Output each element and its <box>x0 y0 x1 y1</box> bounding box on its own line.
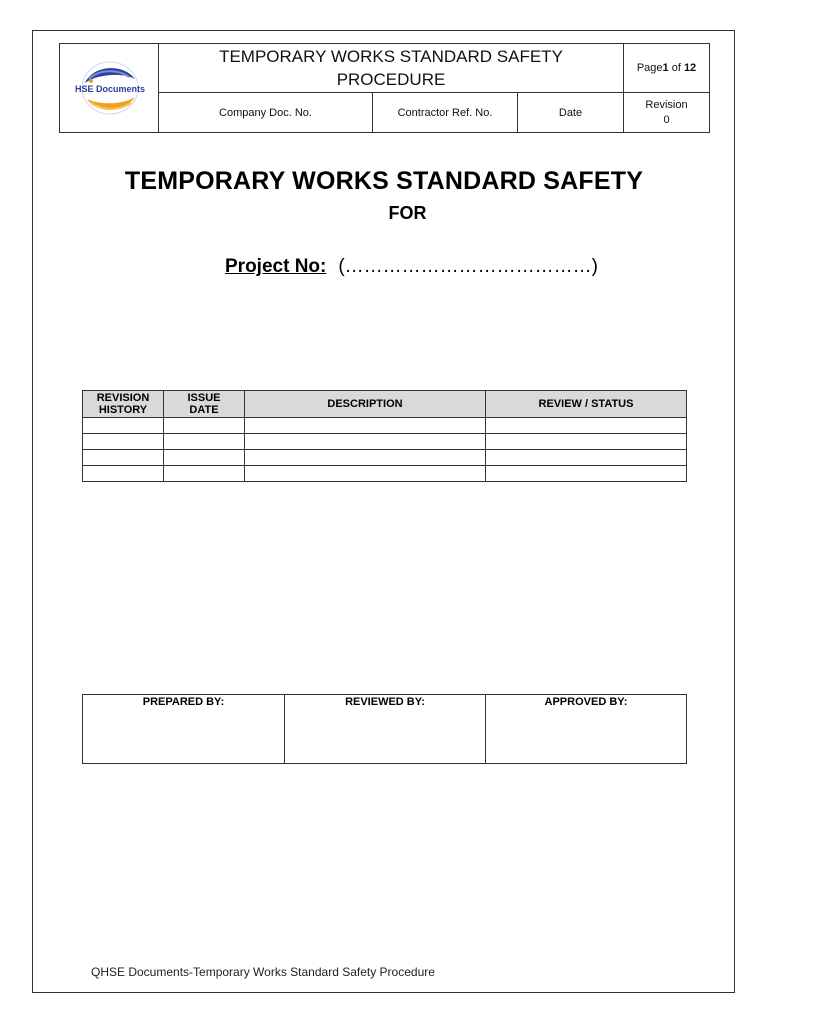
page-prefix: Page <box>636 62 663 74</box>
table-cell <box>486 450 687 466</box>
logo-text: HSE Documents <box>74 84 145 94</box>
table-cell <box>245 434 486 450</box>
table-cell <box>83 418 164 434</box>
revision-value: 0 <box>663 113 670 126</box>
table-cell <box>486 466 687 482</box>
table-cell <box>245 466 486 482</box>
table-cell <box>245 418 486 434</box>
table-cell <box>83 450 164 466</box>
contractor-ref-label: Contractor Ref. No. <box>397 106 493 119</box>
table-row <box>83 434 687 450</box>
header-title-line1: TEMPORARY WORKS STANDARD SAFETY <box>219 47 563 66</box>
table-cell <box>164 434 245 450</box>
table-row <box>83 466 687 482</box>
table-cell <box>245 450 486 466</box>
table-cell <box>164 466 245 482</box>
reviewed-by-cell: REVIEWED BY: <box>285 695 486 764</box>
table-cell <box>486 418 687 434</box>
revision-table-header <box>83 391 687 418</box>
table-row <box>83 418 687 434</box>
page-of: of <box>668 62 684 74</box>
company-doc-label: Company Doc. No. <box>219 106 312 119</box>
revision-label: Revision <box>645 98 688 111</box>
document-header <box>59 43 710 133</box>
revision-table <box>82 390 687 482</box>
page-counter <box>624 44 709 92</box>
page-current: 1 <box>662 62 669 74</box>
signature-table <box>82 694 687 764</box>
table-row <box>83 450 687 466</box>
page-footer: QHSE Documents-Temporary Works Standard Safety Procedure <box>91 965 435 979</box>
column-header: ISSUE DATE <box>164 391 245 418</box>
project-label: Project No: <box>225 256 327 277</box>
project-value: (…………………………………) <box>338 256 599 277</box>
header-title <box>159 44 623 92</box>
column-header: REVISION HISTORY <box>83 391 164 418</box>
prepared-by-cell: PREPARED BY: <box>83 695 285 764</box>
company-logo <box>60 44 159 132</box>
document-subtitle: FOR <box>388 203 427 223</box>
header-title-line2: PROCEDURE <box>336 70 446 89</box>
approved-by-cell: APPROVED BY: <box>486 695 687 764</box>
column-header: DESCRIPTION <box>245 391 486 418</box>
table-cell <box>83 434 164 450</box>
table-cell <box>83 466 164 482</box>
table-cell <box>486 434 687 450</box>
table-cell <box>164 450 245 466</box>
table-cell <box>164 418 245 434</box>
revision-cell <box>624 93 709 132</box>
date-label: Date <box>558 106 583 119</box>
document-title: TEMPORARY WORKS STANDARD SAFETY <box>124 167 644 195</box>
column-header: REVIEW / STATUS <box>486 391 687 418</box>
page-total: 12 <box>683 62 697 74</box>
project-number <box>225 256 598 278</box>
